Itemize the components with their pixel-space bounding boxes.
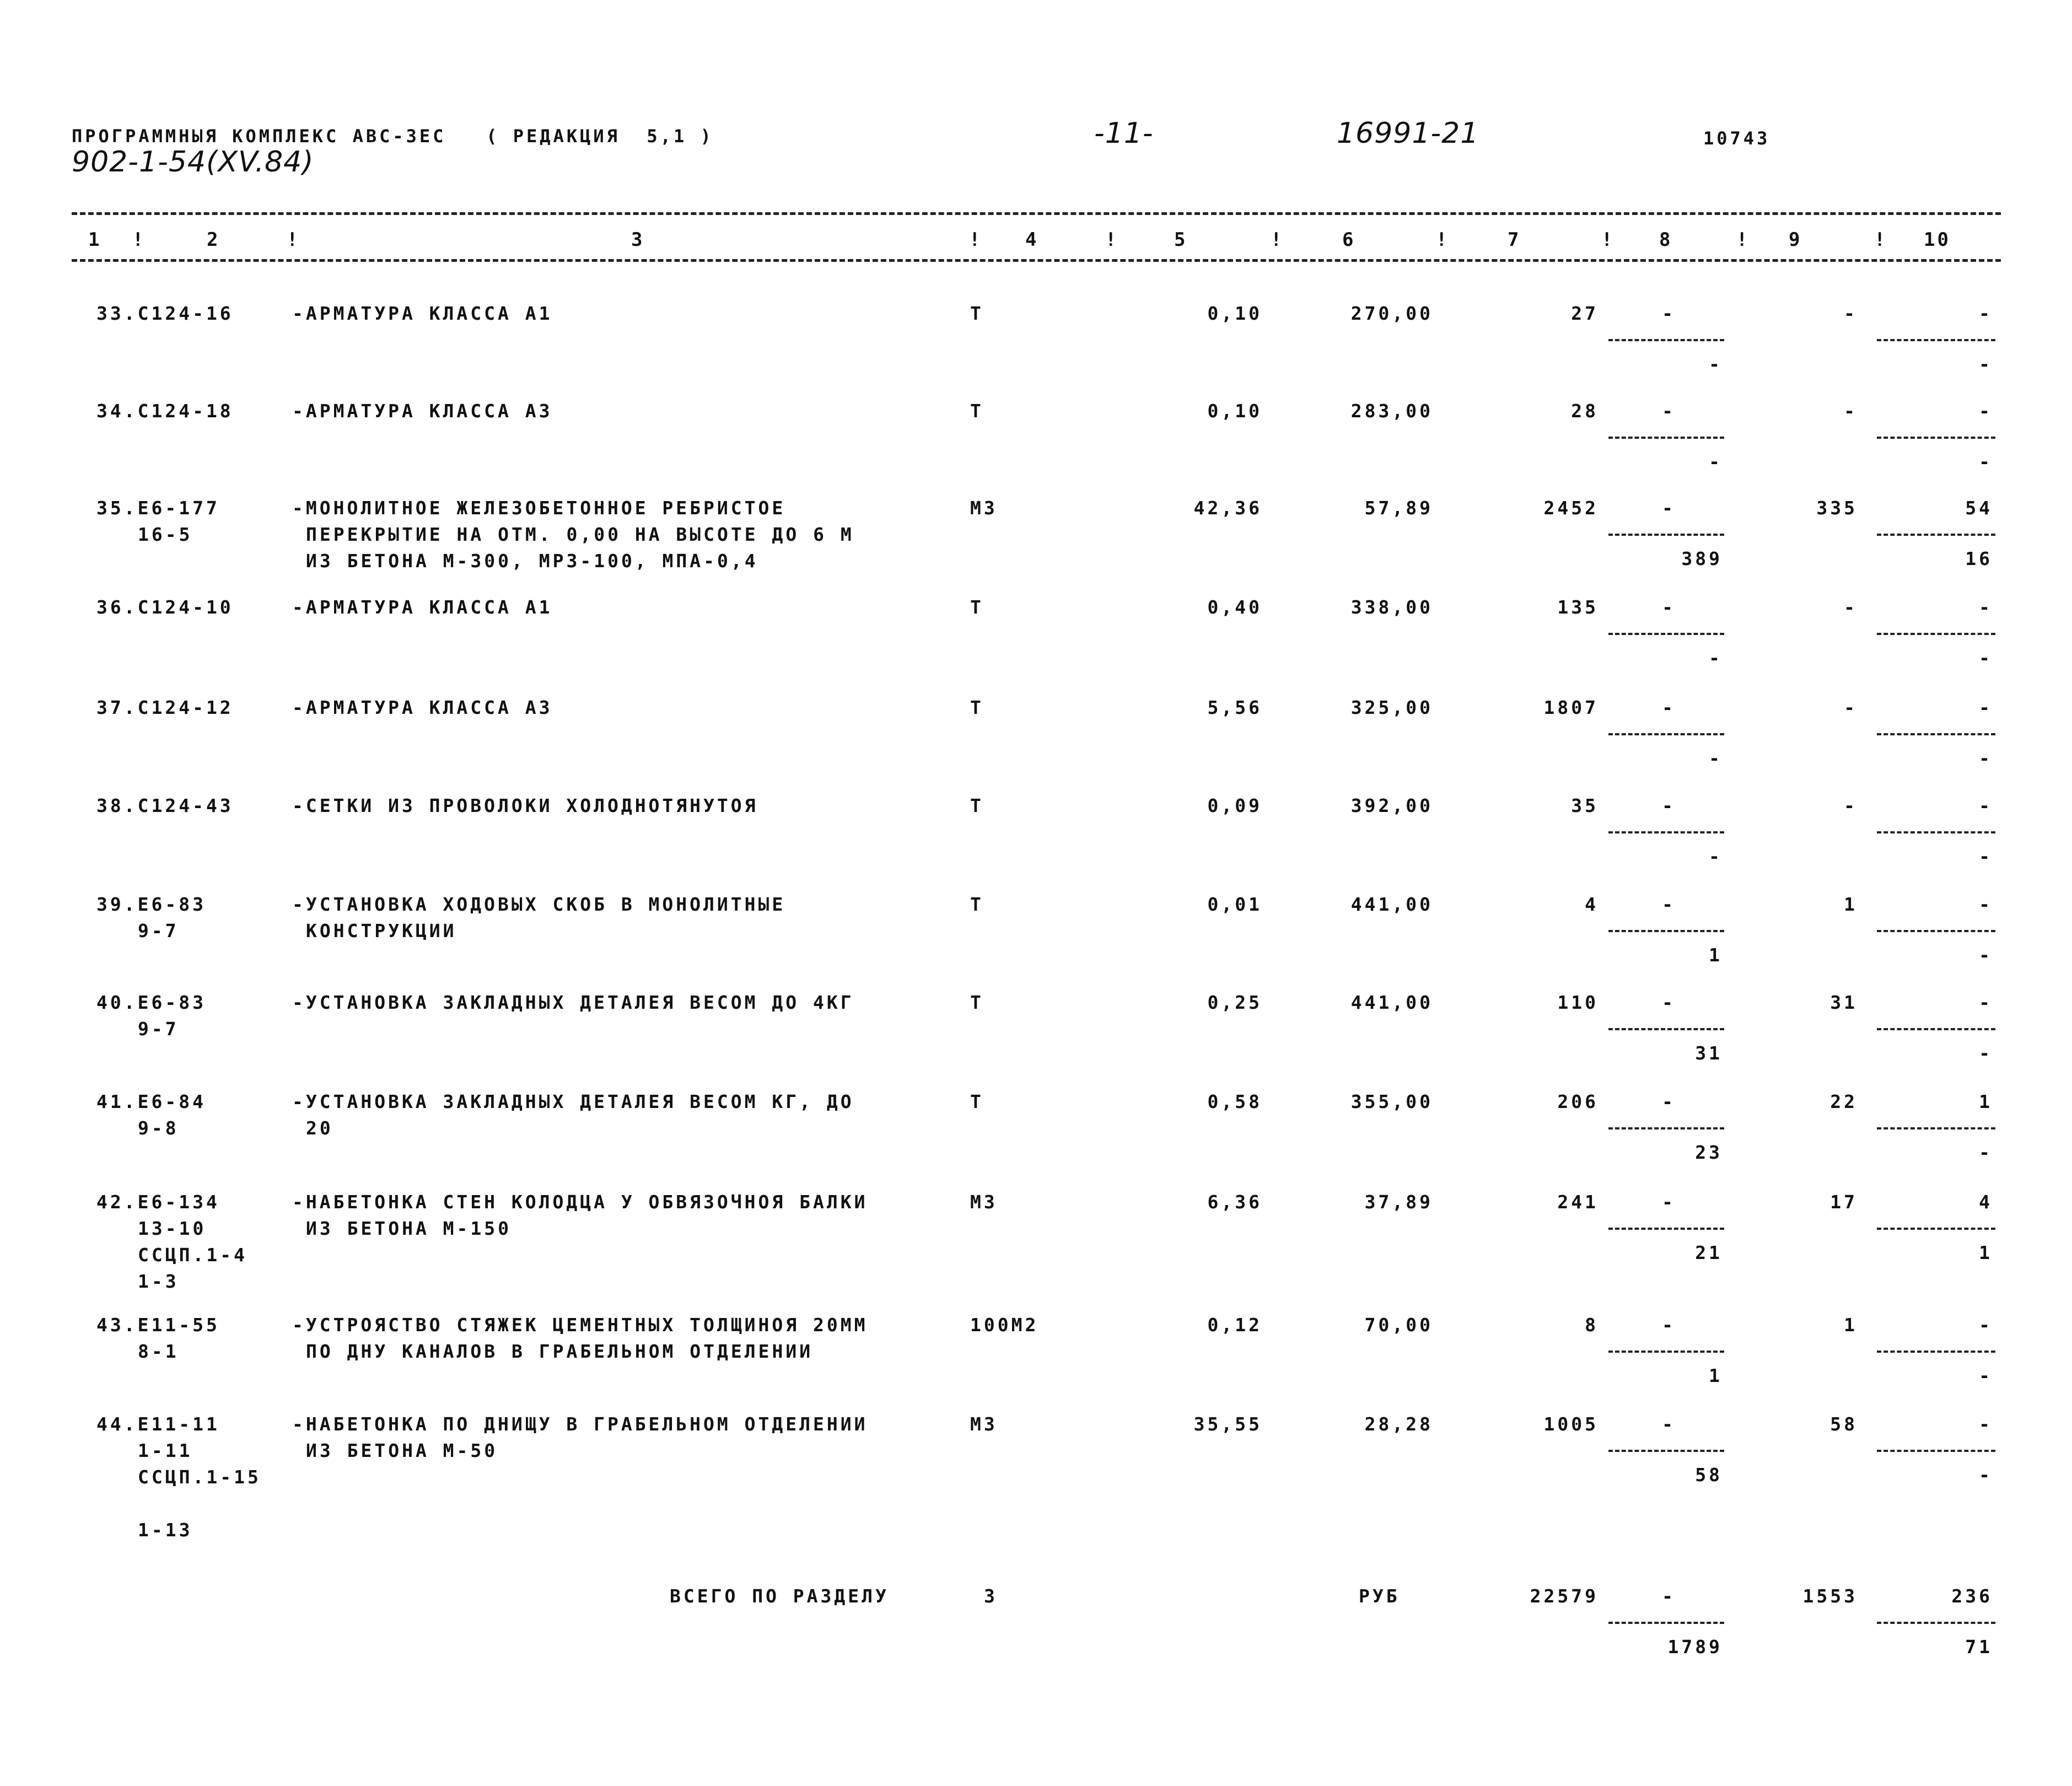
- row-total: 2452: [1543, 497, 1599, 519]
- row-description: ПО ДНУ КАНАЛОВ В ГРАБЕЛЬНОМ ОТДЕЛЕНИИ: [306, 1341, 814, 1362]
- row-code: 41.Е6-84: [96, 1091, 206, 1112]
- row-col8-bottom: 23: [1695, 1142, 1723, 1163]
- row-description: -УСТРОЯСТВО СТЯЖЕК ЦЕМЕНТНЫХ ТОЛЩИНОЯ 20ММ: [292, 1314, 868, 1336]
- row-col10-top: -: [1979, 400, 1993, 422]
- row-code: 1-11: [138, 1440, 193, 1461]
- row-col10-top: 54: [1965, 497, 1993, 519]
- row-quantity: 0,09: [1207, 795, 1262, 816]
- row-quantity: 5,56: [1207, 697, 1262, 718]
- row-quantity: 0,10: [1207, 400, 1262, 422]
- row-col8-bottom: -: [1709, 747, 1723, 769]
- row-description: ИЗ БЕТОНА М-150: [306, 1218, 512, 1239]
- row-unit: Т: [970, 400, 984, 422]
- col8-fraction-rule: [1608, 339, 1724, 341]
- row-description: КОНСТРУКЦИИ: [306, 920, 457, 942]
- row-col10-top: -: [1979, 795, 1993, 816]
- total-col10-top: 236: [1951, 1585, 1993, 1607]
- handwritten-project-code: 902-1-54(XV.84): [72, 146, 314, 179]
- row-quantity: 0,12: [1207, 1314, 1262, 1336]
- row-col8-top: -: [1662, 992, 1676, 1013]
- row-quantity: 0,25: [1207, 992, 1262, 1013]
- column-header-7: 7: [1508, 229, 1521, 251]
- row-unit: Т: [970, 303, 984, 324]
- row-col10-bottom: -: [1979, 1042, 1993, 1064]
- col8-fraction-rule: [1608, 633, 1724, 635]
- row-col8-bottom: -: [1709, 353, 1723, 375]
- column-header-5: 5: [1174, 229, 1188, 251]
- row-col10-top: 4: [1979, 1191, 1993, 1213]
- col10-fraction-rule: [1877, 633, 1995, 635]
- row-col9: 335: [1816, 497, 1858, 519]
- row-description: -МОНОЛИТНОЕ ЖЕЛЕЗОБЕТОННОЕ РЕБРИСТОЕ: [292, 497, 786, 519]
- column-header-9: 9: [1789, 229, 1802, 251]
- row-col8-top: -: [1662, 1314, 1676, 1336]
- row-code: 9-7: [138, 920, 179, 942]
- col10-fraction-rule: [1877, 1228, 1995, 1230]
- row-code: 38.С124-43: [96, 795, 234, 816]
- row-col10-top: 1: [1979, 1091, 1993, 1112]
- column-separator: !: [1736, 229, 1750, 251]
- row-total: 4: [1585, 894, 1599, 915]
- row-code: ССЦП.1-4: [138, 1244, 247, 1266]
- row-code: 36.С124-10: [96, 596, 234, 618]
- row-col9: -: [1844, 400, 1858, 422]
- column-separator: !: [1874, 229, 1888, 251]
- row-col8-top: -: [1662, 497, 1676, 519]
- row-col8-bottom: 389: [1681, 548, 1723, 569]
- row-unit: Т: [970, 992, 984, 1013]
- row-quantity: 0,01: [1207, 894, 1262, 915]
- column-separator: !: [287, 229, 300, 251]
- row-unit-price: 441,00: [1350, 894, 1433, 915]
- row-col8-bottom: 58: [1695, 1464, 1723, 1486]
- row-unit-price: 441,00: [1350, 992, 1433, 1013]
- row-col8-top: -: [1662, 795, 1676, 816]
- header-top-rule: [72, 212, 2001, 215]
- row-col10-top: -: [1979, 596, 1993, 618]
- row-unit-price: 70,00: [1364, 1314, 1433, 1336]
- row-col8-top: -: [1662, 1191, 1676, 1213]
- row-col8-top: -: [1662, 697, 1676, 718]
- column-separator: !: [1436, 229, 1450, 251]
- row-col9: -: [1844, 303, 1858, 324]
- row-col8-bottom: -: [1709, 846, 1723, 867]
- row-unit-price: 28,28: [1364, 1413, 1433, 1435]
- col10-fraction-rule: [1877, 930, 1995, 932]
- row-unit-price: 57,89: [1364, 497, 1433, 519]
- row-col8-top: -: [1662, 1091, 1676, 1112]
- header-bottom-rule: [72, 259, 2001, 262]
- row-code: 1-13: [138, 1519, 193, 1541]
- row-quantity: 0,40: [1207, 596, 1262, 618]
- row-col10-bottom: -: [1979, 944, 1993, 966]
- total-amount: 22579: [1530, 1585, 1599, 1607]
- row-total: 27: [1571, 303, 1599, 324]
- total-col10-fraction-rule: [1877, 1622, 1995, 1624]
- total-label: ВСЕГО ПО РАЗДЕЛУ: [670, 1585, 889, 1607]
- row-code: 37.С124-12: [96, 697, 234, 718]
- column-header-1: 1: [88, 229, 102, 251]
- row-col9: 58: [1830, 1413, 1858, 1435]
- col8-fraction-rule: [1608, 831, 1724, 833]
- row-unit: М3: [970, 497, 998, 519]
- row-col10-bottom: -: [1979, 1464, 1993, 1486]
- sheet-number: 10743: [1703, 128, 1770, 149]
- row-unit-price: 37,89: [1364, 1191, 1433, 1213]
- row-col10-bottom: 16: [1965, 548, 1993, 569]
- row-col8-bottom: 1: [1709, 944, 1723, 966]
- total-col8-fraction-rule: [1608, 1622, 1724, 1624]
- column-separator: !: [1601, 229, 1615, 251]
- page-number: -11-: [1094, 117, 1154, 150]
- row-description: ИЗ БЕТОНА М-50: [306, 1440, 498, 1461]
- row-description: -АРМАТУРА КЛАССА А1: [292, 303, 553, 324]
- program-title: ПРОГРАММНЫЯ КОМПЛЕКС АВС-3ЕС ( РЕДАКЦИЯ 5,1 ): [72, 126, 714, 147]
- row-unit-price: 338,00: [1350, 596, 1433, 618]
- col10-fraction-rule: [1877, 534, 1995, 536]
- col10-fraction-rule: [1877, 1351, 1995, 1353]
- row-unit: Т: [970, 596, 984, 618]
- row-code: 16-5: [138, 524, 193, 545]
- total-section-number: 3: [984, 1585, 998, 1607]
- total-currency: РУБ: [1359, 1585, 1400, 1607]
- row-col10-bottom: -: [1979, 846, 1993, 867]
- row-quantity: 42,36: [1193, 497, 1262, 519]
- total-col8-bottom: 1789: [1667, 1636, 1723, 1658]
- row-description: -НАБЕТОНКА ПО ДНИЩУ В ГРАБЕЛЬНОМ ОТДЕЛЕНИИ: [292, 1413, 868, 1435]
- row-col10-bottom: -: [1979, 353, 1993, 375]
- column-separator: !: [969, 229, 983, 251]
- column-header-4: 4: [1025, 229, 1039, 251]
- row-code: 39.Е6-83: [96, 894, 206, 915]
- row-description: ИЗ БЕТОНА М-300, МРЗ-100, МПА-0,4: [306, 550, 758, 572]
- row-col8-bottom: -: [1709, 647, 1723, 669]
- row-code: 33.С124-16: [96, 303, 234, 324]
- row-total: 8: [1585, 1314, 1599, 1336]
- row-description: -УСТАНОВКА ЗАКЛАДНЫХ ДЕТАЛЕЯ ВЕСОМ ДО 4КГ: [292, 992, 854, 1013]
- col8-fraction-rule: [1608, 1450, 1724, 1452]
- column-header-2: 2: [207, 229, 220, 251]
- row-col8-bottom: 21: [1695, 1242, 1723, 1263]
- row-total: 28: [1571, 400, 1599, 422]
- row-total: 241: [1557, 1191, 1599, 1213]
- row-unit: М3: [970, 1191, 998, 1213]
- row-description: ПЕРЕКРЫТИЕ НА ОТМ. 0,00 НА ВЫСОТЕ ДО 6 М: [306, 524, 854, 545]
- column-header-3: 3: [631, 229, 645, 251]
- row-col8-top: -: [1662, 894, 1676, 915]
- col8-fraction-rule: [1608, 1028, 1724, 1030]
- row-code: 1-3: [138, 1271, 179, 1292]
- col8-fraction-rule: [1608, 1127, 1724, 1129]
- row-col10-bottom: -: [1979, 1365, 1993, 1386]
- row-code: 8-1: [138, 1341, 179, 1362]
- row-unit: М3: [970, 1413, 998, 1435]
- row-col10-bottom: -: [1979, 747, 1993, 769]
- row-col10-bottom: -: [1979, 1142, 1993, 1163]
- column-header-8: 8: [1659, 229, 1673, 251]
- row-col9: 17: [1830, 1191, 1858, 1213]
- row-col10-top: -: [1979, 303, 1993, 324]
- row-unit-price: 283,00: [1350, 400, 1433, 422]
- row-code: 40.Е6-83: [96, 992, 206, 1013]
- row-quantity: 35,55: [1193, 1413, 1262, 1435]
- row-code: 42.Е6-134: [96, 1191, 220, 1213]
- col10-fraction-rule: [1877, 831, 1995, 833]
- row-total: 35: [1571, 795, 1599, 816]
- row-description: -УСТАНОВКА ХОДОВЫХ СКОБ В МОНОЛИТНЫЕ: [292, 894, 786, 915]
- col10-fraction-rule: [1877, 437, 1995, 439]
- row-description: -АРМАТУРА КЛАССА А1: [292, 596, 553, 618]
- row-col8-bottom: 1: [1709, 1365, 1723, 1386]
- row-col10-bottom: -: [1979, 451, 1993, 472]
- total-col8-top: -: [1662, 1585, 1676, 1607]
- row-description: -АРМАТУРА КЛАССА А3: [292, 400, 553, 422]
- row-col10-top: -: [1979, 697, 1993, 718]
- row-unit: Т: [970, 795, 984, 816]
- row-unit: Т: [970, 894, 984, 915]
- row-description: -АРМАТУРА КЛАССА А3: [292, 697, 553, 718]
- row-description: -СЕТКИ ИЗ ПРОВОЛОКИ ХОЛОДНОТЯНУТОЯ: [292, 795, 758, 816]
- row-col9: 31: [1830, 992, 1858, 1013]
- col8-fraction-rule: [1608, 437, 1724, 439]
- row-total: 135: [1557, 596, 1599, 618]
- col10-fraction-rule: [1877, 733, 1995, 735]
- row-code: ССЦП.1-15: [138, 1466, 261, 1488]
- row-col10-top: -: [1979, 992, 1993, 1013]
- col10-fraction-rule: [1877, 339, 1995, 341]
- row-unit-price: 270,00: [1350, 303, 1433, 324]
- row-total: 206: [1557, 1091, 1599, 1112]
- col8-fraction-rule: [1608, 1228, 1724, 1230]
- row-col9: -: [1844, 596, 1858, 618]
- row-quantity: 0,10: [1207, 303, 1262, 324]
- col8-fraction-rule: [1608, 930, 1724, 932]
- row-unit: Т: [970, 697, 984, 718]
- column-header-10: 10: [1924, 229, 1951, 251]
- row-description: 20: [306, 1117, 333, 1139]
- total-col10-bottom: 71: [1965, 1636, 1993, 1658]
- row-code: 44.Е11-11: [96, 1413, 220, 1435]
- row-unit-price: 355,00: [1350, 1091, 1433, 1112]
- row-col10-top: -: [1979, 1314, 1993, 1336]
- column-separator: !: [1271, 229, 1284, 251]
- row-col10-bottom: 1: [1979, 1242, 1993, 1263]
- row-code: 13-10: [138, 1218, 207, 1239]
- row-col10-bottom: -: [1979, 647, 1993, 669]
- row-col9: 1: [1844, 894, 1858, 915]
- row-col9: 22: [1830, 1091, 1858, 1112]
- row-total: 1807: [1543, 697, 1599, 718]
- column-separator: !: [1105, 229, 1119, 251]
- column-separator: !: [132, 229, 146, 251]
- row-col8-top: -: [1662, 303, 1676, 324]
- row-quantity: 6,36: [1207, 1191, 1262, 1213]
- row-code: 9-8: [138, 1117, 179, 1139]
- row-col9: -: [1844, 795, 1858, 816]
- row-code: 9-7: [138, 1018, 179, 1040]
- row-col9: 1: [1844, 1314, 1858, 1336]
- column-header-6: 6: [1342, 229, 1356, 251]
- row-col8-bottom: -: [1709, 451, 1723, 472]
- col8-fraction-rule: [1608, 1351, 1724, 1353]
- handwritten-document-number: 16991-21: [1337, 117, 1479, 150]
- col8-fraction-rule: [1608, 733, 1724, 735]
- row-code: 34.С124-18: [96, 400, 234, 422]
- row-total: 110: [1557, 992, 1599, 1013]
- row-unit: 100М2: [970, 1314, 1039, 1336]
- row-unit: Т: [970, 1091, 984, 1112]
- row-unit-price: 392,00: [1350, 795, 1433, 816]
- row-col8-top: -: [1662, 596, 1676, 618]
- row-col10-top: -: [1979, 894, 1993, 915]
- row-description: -УСТАНОВКА ЗАКЛАДНЫХ ДЕТАЛЕЯ ВЕСОМ КГ, ДО: [292, 1091, 854, 1112]
- row-code: 43.Е11-55: [96, 1314, 220, 1336]
- col8-fraction-rule: [1608, 534, 1724, 536]
- row-unit-price: 325,00: [1350, 697, 1433, 718]
- col10-fraction-rule: [1877, 1028, 1995, 1030]
- row-code: 35.Е6-177: [96, 497, 220, 519]
- row-description: -НАБЕТОНКА СТЕН КОЛОДЦА У ОБВЯЗОЧНОЯ БАЛКИ: [292, 1191, 868, 1213]
- total-col9: 1553: [1802, 1585, 1858, 1607]
- row-col10-top: -: [1979, 1413, 1993, 1435]
- row-total: 1005: [1543, 1413, 1599, 1435]
- row-quantity: 0,58: [1207, 1091, 1262, 1112]
- row-col8-bottom: 31: [1695, 1042, 1723, 1064]
- col10-fraction-rule: [1877, 1450, 1995, 1452]
- col10-fraction-rule: [1877, 1127, 1995, 1129]
- row-col8-top: -: [1662, 1413, 1676, 1435]
- row-col8-top: -: [1662, 400, 1676, 422]
- row-col9: -: [1844, 697, 1858, 718]
